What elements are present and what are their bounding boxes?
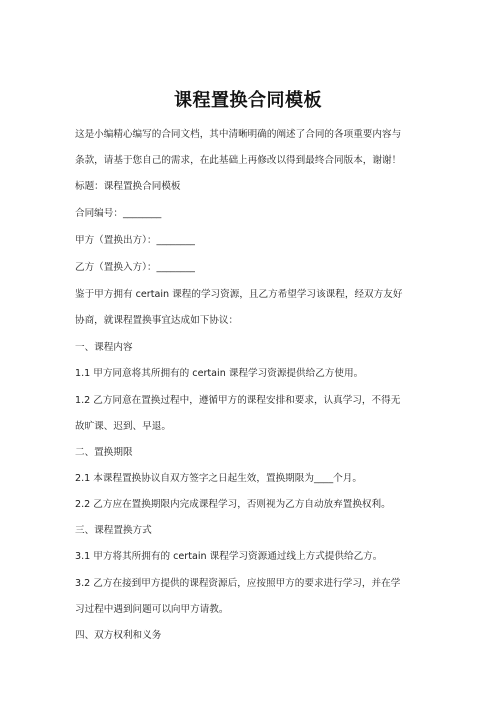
section-3-title: 三、课程置换方式: [75, 525, 152, 536]
clause-3-1: 3.1 甲方将其所拥有的 certain 课程学习资源通过线上方式提供给乙方。: [75, 551, 383, 562]
clause-2-2: 2.2 乙方应在置换期限内完成课程学习，否则视为乙方自动放弃置换权利。: [75, 499, 391, 510]
clause-2-1: 2.1 本课程置换协议自双方签字之日起生效，置换期限为____个月。: [75, 473, 362, 484]
section-4-title: 四、双方权利和义务: [75, 630, 162, 641]
clause-1-2-line-1: 1.2 乙方同意在置换过程中，遵循甲方的课程安排和要求，认真学习，不得无: [75, 395, 401, 406]
intro-line-1: 这是小编精心编写的合同文档，其中清晰明确的阐述了合同的各项重要内容与: [75, 129, 402, 140]
preamble-line-2: 协商，就课程置换事宜达成如下协议：: [75, 315, 239, 326]
intro-line-2: 条款，请基于您自己的需求，在此基础上再修改以得到最终合同版本，谢谢！: [75, 155, 402, 166]
section-1-title: 一、课程内容: [75, 342, 133, 353]
contract-number-field: 合同编号：________: [75, 208, 162, 219]
clause-3-2-line-2: 习过程中遇到问题可以向甲方请教。: [75, 604, 229, 615]
clause-1-2-line-2: 故旷课、迟到、早退。: [75, 421, 171, 432]
heading-label: 标题：课程置换合同模板: [75, 181, 181, 192]
section-2-title: 二、置换期限: [75, 447, 133, 458]
clause-3-2-line-1: 3.2 乙方在接到甲方提供的课程资源后，应按照甲方的要求进行学习，并在学: [75, 578, 401, 589]
party-b-field: 乙方（置换入方）：________: [75, 262, 195, 273]
document-title: 课程置换合同模板: [174, 90, 322, 111]
clause-1-1: 1.1 甲方同意将其所拥有的 certain 课程学习资源提供给乙方使用。: [75, 368, 364, 379]
party-a-field: 甲方（置换出方）：________: [75, 235, 195, 246]
preamble-line-1: 鉴于甲方拥有 certain 课程的学习资源，且乙方希望学习该课程，经双方友好: [75, 289, 403, 300]
